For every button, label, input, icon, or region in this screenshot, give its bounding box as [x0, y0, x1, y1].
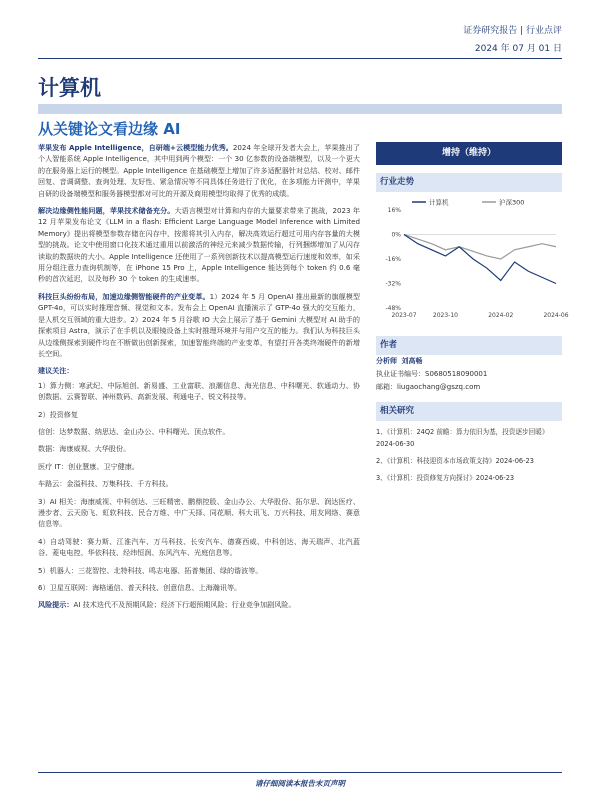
related-item[interactable]: 2、《计算机：科技迎资本市场政策支持》2024-06-23 [376, 457, 534, 465]
y-tick-label: -48% [385, 305, 401, 312]
email-line [376, 381, 562, 394]
paragraph-lead: 科技巨头纷纷布局，加速边缘侧智能硬件的产业变革。 [38, 291, 210, 301]
y-tick-label: 0% [391, 231, 401, 239]
analyst-name: 刘高畅 [401, 357, 423, 365]
suggest-item: 1）算力侧：寒武纪、中际旭创、新易盛、工业富联、浪潮信息、海光信息、中科曙光、软通动力、协创数据、云赛智联、神州数码、高新发展、利通电子、锐文科技等。 [38, 380, 360, 402]
email-label: 邮箱： [376, 383, 397, 391]
license-number: 执业证书编号：S0680518090001 [376, 370, 488, 378]
suggest-item: 车路云：金溢科技、万集科技、千方科技。 [38, 479, 173, 489]
header-rule [38, 58, 562, 59]
report-title: 从关键论文看边缘 AI [38, 120, 181, 138]
related-heading: 相关研究 [376, 402, 562, 421]
paragraph-1 [38, 142, 360, 199]
x-tick-label: 2024-06 [543, 312, 569, 319]
footer-rule [38, 772, 562, 773]
report-date: 2024 年 07 月 01 日 [474, 44, 562, 54]
footer-disclaimer: 请仔细阅读本报告末页声明 [255, 779, 345, 788]
email-address[interactable]: liugaochang@gszq.com [397, 383, 481, 391]
y-tick-label: -16% [385, 256, 401, 263]
y-tick-label: -32% [385, 280, 401, 288]
x-tick-label: 2023-10 [432, 312, 458, 319]
related-item[interactable]: 1、《计算机：24Q2 前瞻：算力依旧为基，投资逐步回暖》2024-06-30 [376, 428, 549, 448]
paragraph-lead: 解决边缘侧性能问题，苹果技术储备充分。 [38, 206, 175, 216]
page-header [0, 0, 600, 60]
rating-badge: 增持（维持） [376, 142, 562, 165]
header-meta [463, 22, 562, 58]
analyst-line [376, 355, 562, 368]
suggest-item: 2）投资修复 [38, 409, 78, 419]
y-tick-label: 16% [387, 207, 401, 214]
paragraph-text: 1）2024 年 5 月 OpenAI 推出最新的旗舰模型 GPT-4o，可以实时推理音频、视觉和文本。发布会上 OpenAI 直播演示了 GTP-4o 强大的交互能力，是人机交互领域的重大进步。2）2024 年 5 月谷歌 IO 大会上展示了基于 Gemini 大模型对 AI 助手的探索项目 Astra，演示了在手机以及眼镜设备上实时推理环境并与用户交互的能力。我们认为科技巨头从边缘侧探索到硬件均在不断做出创新探索，加速智能终端的产业变革，有望打开各类终端硬件的新增长空间。 [38, 291, 360, 358]
suggest-item: 信创：达梦数据、纳思达、金山办公、中科曙光、顶点软件。 [38, 426, 230, 436]
suggest-item: 医疗 IT：创业慧康、卫宁健康。 [38, 461, 139, 471]
x-tick-label: 2024-02 [488, 312, 514, 319]
suggest-item: 5）机器人：三花智控、北特科技、鸣志电器、拓普集团、绿的谐波等。 [38, 565, 263, 575]
x-tick-label: 2023-07 [391, 312, 417, 319]
analyst-label: 分析师 [376, 357, 397, 365]
trend-chart [376, 194, 569, 324]
sidebar [376, 142, 569, 484]
main-body [38, 142, 360, 617]
author-heading: 作者 [376, 336, 562, 355]
trend-heading: 行业走势 [376, 173, 562, 192]
suggest-item: 4）自动驾驶：赛力斯、江淮汽车、万马科技、长安汽车、德赛西威、中科创达、海天瑞声、北汽蓝谷、菱电电控、华依科技、经纬恒润、东风汽车、光庭信息等。 [38, 536, 360, 558]
risk-heading: 风险提示： [38, 600, 74, 610]
sector-title: 计算机 [38, 76, 101, 100]
suggest-item: 3）AI 相关：海康威视、中科创达、三旺精密、鹏鼎控股、金山办公、大华股份、拓尔思、润达医疗、漫步者、云天励飞、虹软科技、民合万维、中广天择、同花顺、科大讯飞、万兴科技、用友网络、赛意信息等。 [38, 496, 360, 529]
related-item[interactable]: 3、《计算机：投资修复方向探讨》2024-06-23 [376, 474, 515, 482]
suggest-heading: 建议关注： [38, 366, 74, 376]
paragraph-lead: 苹果发布 Apple Intelligence，自研端+云模型能力优秀。 [38, 143, 233, 152]
paragraph-3 [38, 291, 360, 359]
report-category: 证券研究报告 | 行业点评 [463, 26, 562, 36]
legend-label: 沪深300 [499, 198, 525, 207]
series-line [404, 235, 556, 260]
suggest-item: 数据：海康威视、大华股份。 [38, 444, 131, 454]
paragraph-2 [38, 205, 360, 285]
legend-label: 计算机 [429, 198, 449, 207]
risk-text: AI 技术迭代不及预期风险；经济下行超预期风险；行业竞争加剧风险。 [73, 600, 296, 610]
paragraph-text: 2024 年全球开发者大会上，苹果推出了个人智能系统 Apple Intelligence，其中用到两个模型：一个 30 亿参数的设备端模型，以及一个更大的在服务器上运行的模型。Apple Intelligence 在基础模型上增加了许多适配器针对总结、校对、邮件回复、音调调整、查询处理、友好性、紧急情况等不同具体任务进行了优化，在多项能力评测中，苹果自研的设备端模型和服务器模型都对可比的开源及商用模型均取得了优秀的成绩。 [38, 143, 360, 198]
suggest-item: 6）卫星互联网：海格通信、普天科技、创意信息、上海瀚讯等。 [38, 583, 242, 592]
risk-paragraph [38, 599, 360, 610]
paragraph-text: 大语言模型对计算和内存的大量要求带来了挑战，2023 年 12 月苹果发布论文《LLM in a flash: Efficient Large Language Model Inference with Limited Memory》提出将模型参数存储在闪存中，按需将其引入内存，解决高效运行超过可用内存容量的大模型的挑战。论文中使用窗口化技术通过重用以前激活的神经元来减少数据传输，行列捆绑增加了从闪存读取的数据块的大小。Apple Intelligence 还使用了一系列创新技术以提高模型运行速度和效率，如采用分组注意力查询机制等，在 iPhone 15 Pro 上，Apple Intelligence 能达到每个 token 约 0.6 毫秒的首次延迟，以及每秒 30 个 token 的生成速率。 [38, 206, 361, 284]
sector-band [38, 104, 562, 114]
